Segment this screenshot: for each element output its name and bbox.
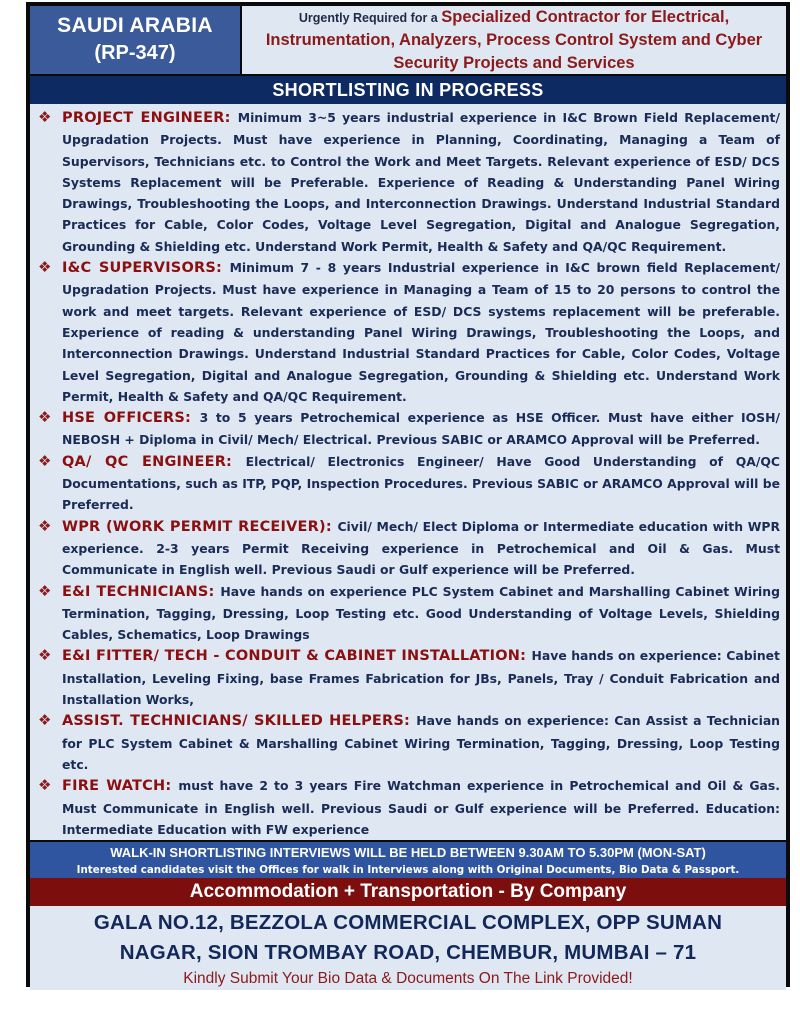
job-poster bbox=[26, 2, 790, 987]
job-listing bbox=[36, 407, 780, 451]
job-description: 3 to 5 years Petrochemical experience as HSE Officer. Must have either IOSH/ NEBOSH + Diploma in Civil/ Mech/ Electrical. Previous SABIC or ARAMCO Approval will be Preferred. bbox=[62, 410, 780, 448]
job-title: FIRE WATCH: bbox=[62, 778, 179, 795]
diamond-bullet-icon: ❖ bbox=[38, 258, 52, 277]
address-line-2: NAGAR, SION TROMBAY ROAD, CHEMBUR, MUMBAI – 71 bbox=[119, 941, 697, 965]
location-box bbox=[30, 6, 242, 74]
job-description: Minimum 7 - 8 years Industrial experience in I&C brown field Replacement/ Upgradation Projects. Must have experience in Managing a Team of 15 to 20 persons to control the work and meet targets. Relevant experience of ESD/ DCS systems replacement will be preferable. Experience of reading & understanding Panel Wiring Drawings, Troubleshooting the Loops, and Interconnection Drawings. Understand Industrial Standard Practices for Cable, Color Codes, Voltage Level Segregation, Digital and Analogue Segregation, Grounding & Shielding etc. Understand Work Permit, Health & Safety and QA/QC Requirement. bbox=[62, 260, 780, 404]
job-list bbox=[30, 104, 786, 840]
walkin-schedule: WALK-IN SHORTLISTING INTERVIEWS WILL BE HELD BETWEEN 9.30AM TO 5.30PM (MON-SAT) bbox=[110, 845, 706, 861]
job-listing bbox=[36, 257, 780, 407]
address-line-1: GALA NO.12, BEZZOLA COMMERCIAL COMPLEX, OPP SUMAN bbox=[93, 911, 723, 935]
job-listing bbox=[36, 710, 780, 775]
job-listing bbox=[36, 775, 780, 840]
walkin-instructions: Interested candidates visit the Offices for walk in Interviews along with Original Documents, Bio Data & Passport. bbox=[76, 864, 740, 877]
job-description: Have hands on experience: Cabinet Installation, Leveling Fixing, base Frames Fabrication for JBs, Panels, Tray / Conduit Fabrication and Installation Works, bbox=[62, 648, 780, 708]
poster-header bbox=[30, 6, 786, 76]
job-description: Have hands on experience: Can Assist a Technician for PLC System Cabinet & Marshalling Cabinet Wiring Termination, Tagging, Dressing, Loop Testing etc. bbox=[62, 713, 780, 772]
diamond-bullet-icon: ❖ bbox=[38, 711, 52, 730]
job-listing bbox=[36, 107, 780, 257]
job-title: I&C SUPERVISORS: bbox=[62, 260, 230, 277]
job-listing bbox=[36, 516, 780, 581]
job-title: ASSIST. TECHNICIANS/ SKILLED HELPERS: bbox=[62, 713, 417, 730]
job-title: E&I FITTER/ TECH - CONDUIT & CABINET INSTALLATION: bbox=[62, 648, 532, 665]
diamond-bullet-icon: ❖ bbox=[38, 646, 52, 665]
diamond-bullet-icon: ❖ bbox=[38, 451, 52, 470]
diamond-bullet-icon: ❖ bbox=[38, 776, 52, 795]
walkin-bar bbox=[30, 840, 786, 878]
job-title: HSE OFFICERS: bbox=[62, 410, 200, 427]
reference-code: (RP-347) bbox=[94, 42, 176, 64]
diamond-bullet-icon: ❖ bbox=[38, 408, 52, 427]
requirement-box bbox=[242, 6, 786, 74]
job-title: E&I TECHNICIANS: bbox=[62, 583, 221, 600]
country-label: SAUDI ARABIA bbox=[57, 14, 213, 37]
job-listing bbox=[36, 451, 780, 516]
diamond-bullet-icon: ❖ bbox=[38, 516, 52, 535]
job-listing bbox=[36, 581, 780, 646]
lead-in-text: Urgently Required for a bbox=[298, 10, 442, 25]
diamond-bullet-icon: ❖ bbox=[38, 581, 52, 600]
job-description: Minimum 3~5 years industrial experience in I&C Brown Field Replacement/ Upgradation Projects. Must have experience in Planning, Coordinating, Managing a Team of Supervisors, Technicians etc. to Control the Work and Meet Targets. Relevant experience of ESD/ DCS Systems Replacement will be Preferable. Experience of Reading & Understanding Panel Wiring Drawings, Troubleshooting the Loops, and Interconnection Drawings. Understand Industrial Standard Practices for Cable, Color Codes, Voltage Level Segregation, Digital and Analogue Segregation, Grounding & Shielding etc. Understand Work Permit, Health & Safety and QA/QC Requirement. bbox=[62, 110, 780, 254]
job-title: QA/ QC ENGINEER: bbox=[62, 453, 246, 470]
job-listing bbox=[36, 645, 780, 710]
job-description: Have hands on experience PLC System Cabinet and Marshalling Cabinet Wiring Termination, Tagging, Dressing, Loop Testing etc. Good Understanding of Voltage Levels, Shielding Cables, Schematics, Loop Drawings bbox=[62, 583, 780, 643]
job-title: PROJECT ENGINEER: bbox=[62, 110, 238, 126]
status-banner: SHORTLISTING IN PROGRESS bbox=[30, 76, 786, 104]
job-description: must have 2 to 3 years Fire Watchman experience in Petrochemical and Oil & Gas. Must Communicate in English well. Previous Saudi or Gulf experience will be Preferred. Education: Intermediate Education with FW experience bbox=[62, 778, 780, 837]
job-description: Civil/ Mech/ Elect Diploma or Intermediate education with WPR experience. 2-3 years Permit Receiving experience in Petrochemical and Oil & Gas. Must Communicate in English well. Previous Saudi or Gulf experience will be Preferred. bbox=[62, 518, 780, 578]
job-title: WPR (WORK PERMIT RECEIVER): bbox=[62, 518, 338, 535]
contractor-headline: Specialized Contractor for Electrical, Instrumentation, Analyzers, Process Control System and Cyber Security Projects and Services bbox=[265, 7, 763, 72]
submit-cta: Kindly Submit Your Bio Data & Documents On The Link Provided! bbox=[183, 970, 633, 988]
diamond-bullet-icon: ❖ bbox=[38, 108, 52, 126]
address-block bbox=[30, 906, 786, 990]
job-description: Electrical/ Electronics Engineer/ Have Good Understanding of QA/QC Documentations, such as ITP, PQP, Inspection Procedures. Previous SABIC or ARAMCO Approval will be Preferred. bbox=[62, 453, 780, 513]
benefits-bar: Accommodation + Transportation - By Company bbox=[30, 878, 786, 906]
